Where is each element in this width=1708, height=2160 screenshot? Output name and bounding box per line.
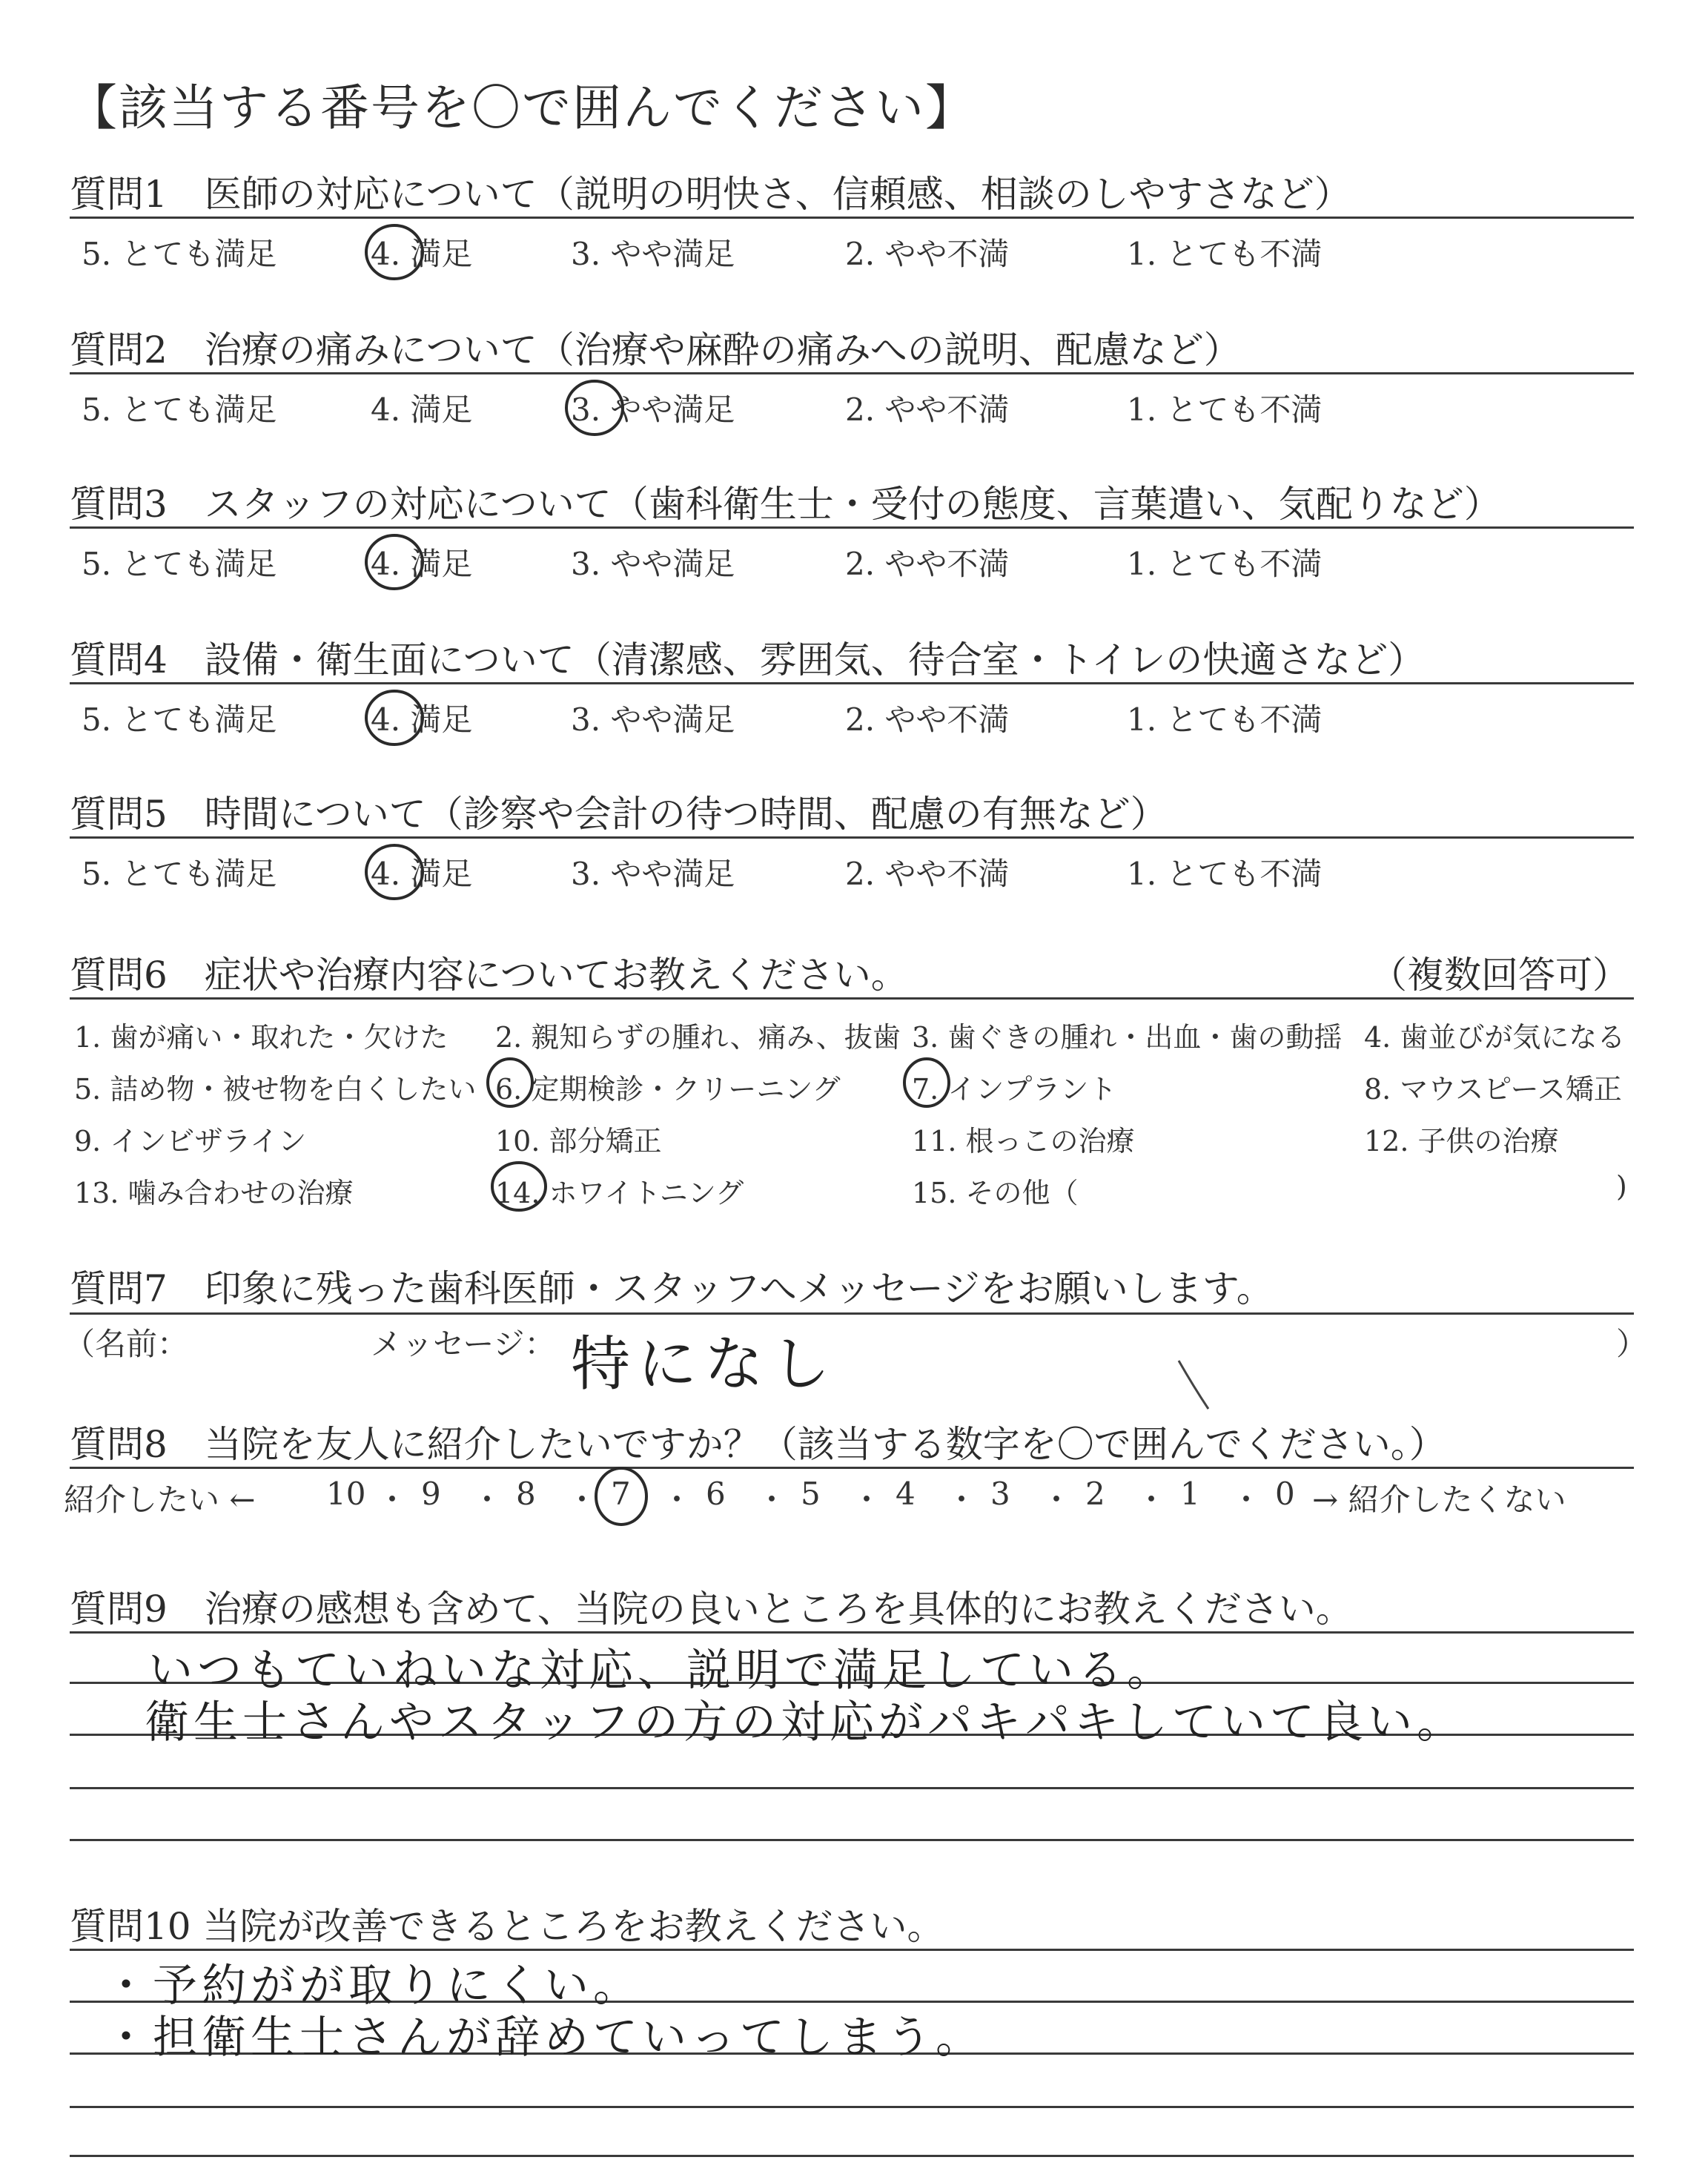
- q8-scale-5[interactable]: 5: [801, 1476, 821, 1512]
- q4-option-5[interactable]: 5. とても満足: [82, 701, 277, 738]
- q4-option-1[interactable]: 1. とても不満: [1127, 701, 1323, 738]
- q8-scale-7[interactable]: 7: [611, 1476, 631, 1512]
- q7-title: 質問7 印象に残った歯科医師・スタッフへメッセージをお願いします。: [70, 1267, 1274, 1310]
- q8-separator: ・: [661, 1482, 693, 1518]
- q5-title: 質問5 時間について（診察や会計の待つ時間、配慮の有無など）: [70, 793, 1168, 836]
- q8-scale-6[interactable]: 6: [706, 1476, 726, 1512]
- q2-title: 質問2 治療の痛みについて（治療や麻酔の痛みへの説明、配慮など）: [70, 328, 1241, 371]
- q5-option-4[interactable]: 4. 満足: [371, 856, 473, 892]
- q8-separator: ・: [1041, 1482, 1073, 1518]
- q8-separator: ・: [1136, 1482, 1168, 1518]
- q7-name-label[interactable]: （名前：: [64, 1326, 189, 1362]
- q3-rule: [70, 526, 1634, 529]
- q6-option-1[interactable]: 1. 歯が痛い・取れた・欠けた: [74, 1021, 448, 1054]
- q1-option-4[interactable]: 4. 満足: [371, 236, 473, 272]
- q3-title: 質問3 スタッフの対応について（歯科衛生士・受付の態度、言葉遣い、気配りなど）: [70, 483, 1501, 526]
- q5-option-5[interactable]: 5. とても満足: [82, 856, 277, 892]
- page-title: 【該当する番号を〇で囲んでください】: [68, 79, 976, 136]
- q2-option-2[interactable]: 2. やや不満: [845, 392, 1010, 428]
- q8-scale-2[interactable]: 2: [1085, 1476, 1105, 1512]
- q8-left-label: 紹介したい ←: [64, 1482, 256, 1518]
- q6-option-13[interactable]: 13. 噛み合わせの治療: [74, 1177, 354, 1209]
- q4-option-2[interactable]: 2. やや不満: [845, 701, 1010, 738]
- q3-option-3[interactable]: 3. やや満足: [571, 546, 735, 582]
- q2-option-4[interactable]: 4. 満足: [371, 392, 473, 428]
- q5-rule: [70, 836, 1634, 839]
- q8-scale-1[interactable]: 1: [1180, 1476, 1200, 1512]
- q6-rule: [70, 997, 1634, 1000]
- q2-option-5[interactable]: 5. とても満足: [82, 392, 277, 428]
- q6-option-4[interactable]: 4. 歯並びが気になる: [1364, 1021, 1626, 1054]
- q6-option-15[interactable]: 15. その他（: [912, 1177, 1079, 1209]
- q8-scale-3[interactable]: 3: [990, 1476, 1010, 1512]
- q3-option-1[interactable]: 1. とても不満: [1127, 546, 1323, 582]
- q6-option-11[interactable]: 11. 根っこの治療: [912, 1125, 1135, 1157]
- q8-rule: [70, 1467, 1634, 1469]
- q8-separator: ・: [851, 1482, 883, 1518]
- q9-line: [70, 1631, 1634, 1634]
- q2-rule: [70, 372, 1634, 374]
- q10-handwritten-line-1[interactable]: ・予約がが取りにくい。: [104, 1960, 642, 2012]
- q7-rule: [70, 1312, 1634, 1315]
- q4-option-3[interactable]: 3. やや満足: [571, 701, 735, 738]
- q8-scale-10[interactable]: 10: [326, 1476, 366, 1512]
- q8-separator: ・: [946, 1482, 978, 1518]
- q2-option-1[interactable]: 1. とても不満: [1127, 392, 1323, 428]
- q6-option-6[interactable]: 6. 定期検診・クリーニング: [495, 1073, 841, 1106]
- q8-separator: ・: [1231, 1482, 1262, 1518]
- q1-rule: [70, 217, 1634, 219]
- q3-option-2[interactable]: 2. やや不満: [845, 546, 1010, 582]
- q8-separator: ・: [471, 1482, 503, 1518]
- q10-line: [70, 2106, 1634, 2108]
- q7-message-label: メッセージ：: [371, 1326, 556, 1362]
- q4-title: 質問4 設備・衛生面について（清潔感、雰囲気、待合室・トイレの快適さなど）: [70, 638, 1426, 681]
- q8-title: 質問8 当院を友人に紹介したいですか？（該当する数字を〇で囲んでください。）: [70, 1423, 1446, 1466]
- q2-option-3[interactable]: 3. やや満足: [571, 392, 735, 428]
- q3-option-5[interactable]: 5. とても満足: [82, 546, 277, 582]
- q1-option-1[interactable]: 1. とても不満: [1127, 236, 1323, 272]
- q6-option-9[interactable]: 9. インビザライン: [74, 1125, 307, 1157]
- q9-line: [70, 1839, 1634, 1841]
- q9-handwritten-line-1[interactable]: いつもていねいな対応、説明で満足している。: [148, 1645, 1176, 1697]
- q1-option-5[interactable]: 5. とても満足: [82, 236, 277, 272]
- q7-close-paren: ）: [1616, 1326, 1648, 1362]
- stray-pen-mark: [1179, 1361, 1208, 1409]
- q8-scale-0[interactable]: 0: [1275, 1476, 1295, 1512]
- q1-option-3[interactable]: 3. やや満足: [571, 236, 735, 272]
- q6-option-7[interactable]: 7. インプラント: [912, 1073, 1117, 1106]
- q8-separator: ・: [756, 1482, 788, 1518]
- q6-option-14[interactable]: 14. ホワイトニング: [495, 1177, 744, 1209]
- q6-option-10[interactable]: 10. 部分矯正: [495, 1125, 662, 1157]
- q10-line: [70, 2155, 1634, 2157]
- q10-title: 質問10 当院が改善できるところをお教えください。: [70, 1905, 944, 1948]
- q8-scale-8[interactable]: 8: [516, 1476, 536, 1512]
- q1-option-2[interactable]: 2. やや不満: [845, 236, 1010, 272]
- q8-separator: ・: [566, 1482, 598, 1518]
- q6-option-close-paren[interactable]: ): [1616, 1170, 1627, 1203]
- q4-option-4[interactable]: 4. 満足: [371, 701, 473, 738]
- q7-handwritten-message[interactable]: 特になし: [571, 1330, 838, 1398]
- q8-right-label: → 紹介したくない: [1312, 1482, 1566, 1518]
- q8-scale-4[interactable]: 4: [896, 1476, 916, 1512]
- q6-option-3[interactable]: 3. 歯ぐきの腫れ・出血・歯の動揺: [912, 1021, 1343, 1054]
- q3-option-4[interactable]: 4. 満足: [371, 546, 473, 582]
- q6-option-2[interactable]: 2. 親知らずの腫れ、痛み、抜歯: [495, 1021, 901, 1054]
- q9-handwritten-line-2[interactable]: 衛生士さんやスタッフの方の対応がパキパキしていて良い。: [145, 1697, 1466, 1748]
- q5-option-2[interactable]: 2. やや不満: [845, 856, 1010, 892]
- q8-scale-9[interactable]: 9: [421, 1476, 441, 1512]
- q5-option-1[interactable]: 1. とても不満: [1127, 856, 1323, 892]
- q10-handwritten-line-2[interactable]: ・担衛生士さんが辞めていってしまう。: [104, 2012, 984, 2064]
- q1-title: 質問1 医師の対応について（説明の明快さ、信頼感、相談のしやすさなど）: [70, 173, 1351, 216]
- q6-option-5[interactable]: 5. 詰め物・被せ物を白くしたい: [74, 1073, 477, 1106]
- q4-rule: [70, 682, 1634, 684]
- q6-option-12[interactable]: 12. 子供の治療: [1364, 1125, 1559, 1157]
- q6-title: 質問6 症状や治療内容についてお教えください。: [70, 954, 908, 997]
- q6-option-8[interactable]: 8. マウスピース矯正: [1364, 1073, 1622, 1106]
- q6-note: （複数回答可）: [1370, 954, 1629, 997]
- q9-title: 質問9 治療の感想も含めて、当院の良いところを具体的にお教えください。: [70, 1588, 1353, 1631]
- q8-separator: ・: [377, 1482, 408, 1518]
- q5-option-3[interactable]: 3. やや満足: [571, 856, 735, 892]
- q9-line: [70, 1787, 1634, 1789]
